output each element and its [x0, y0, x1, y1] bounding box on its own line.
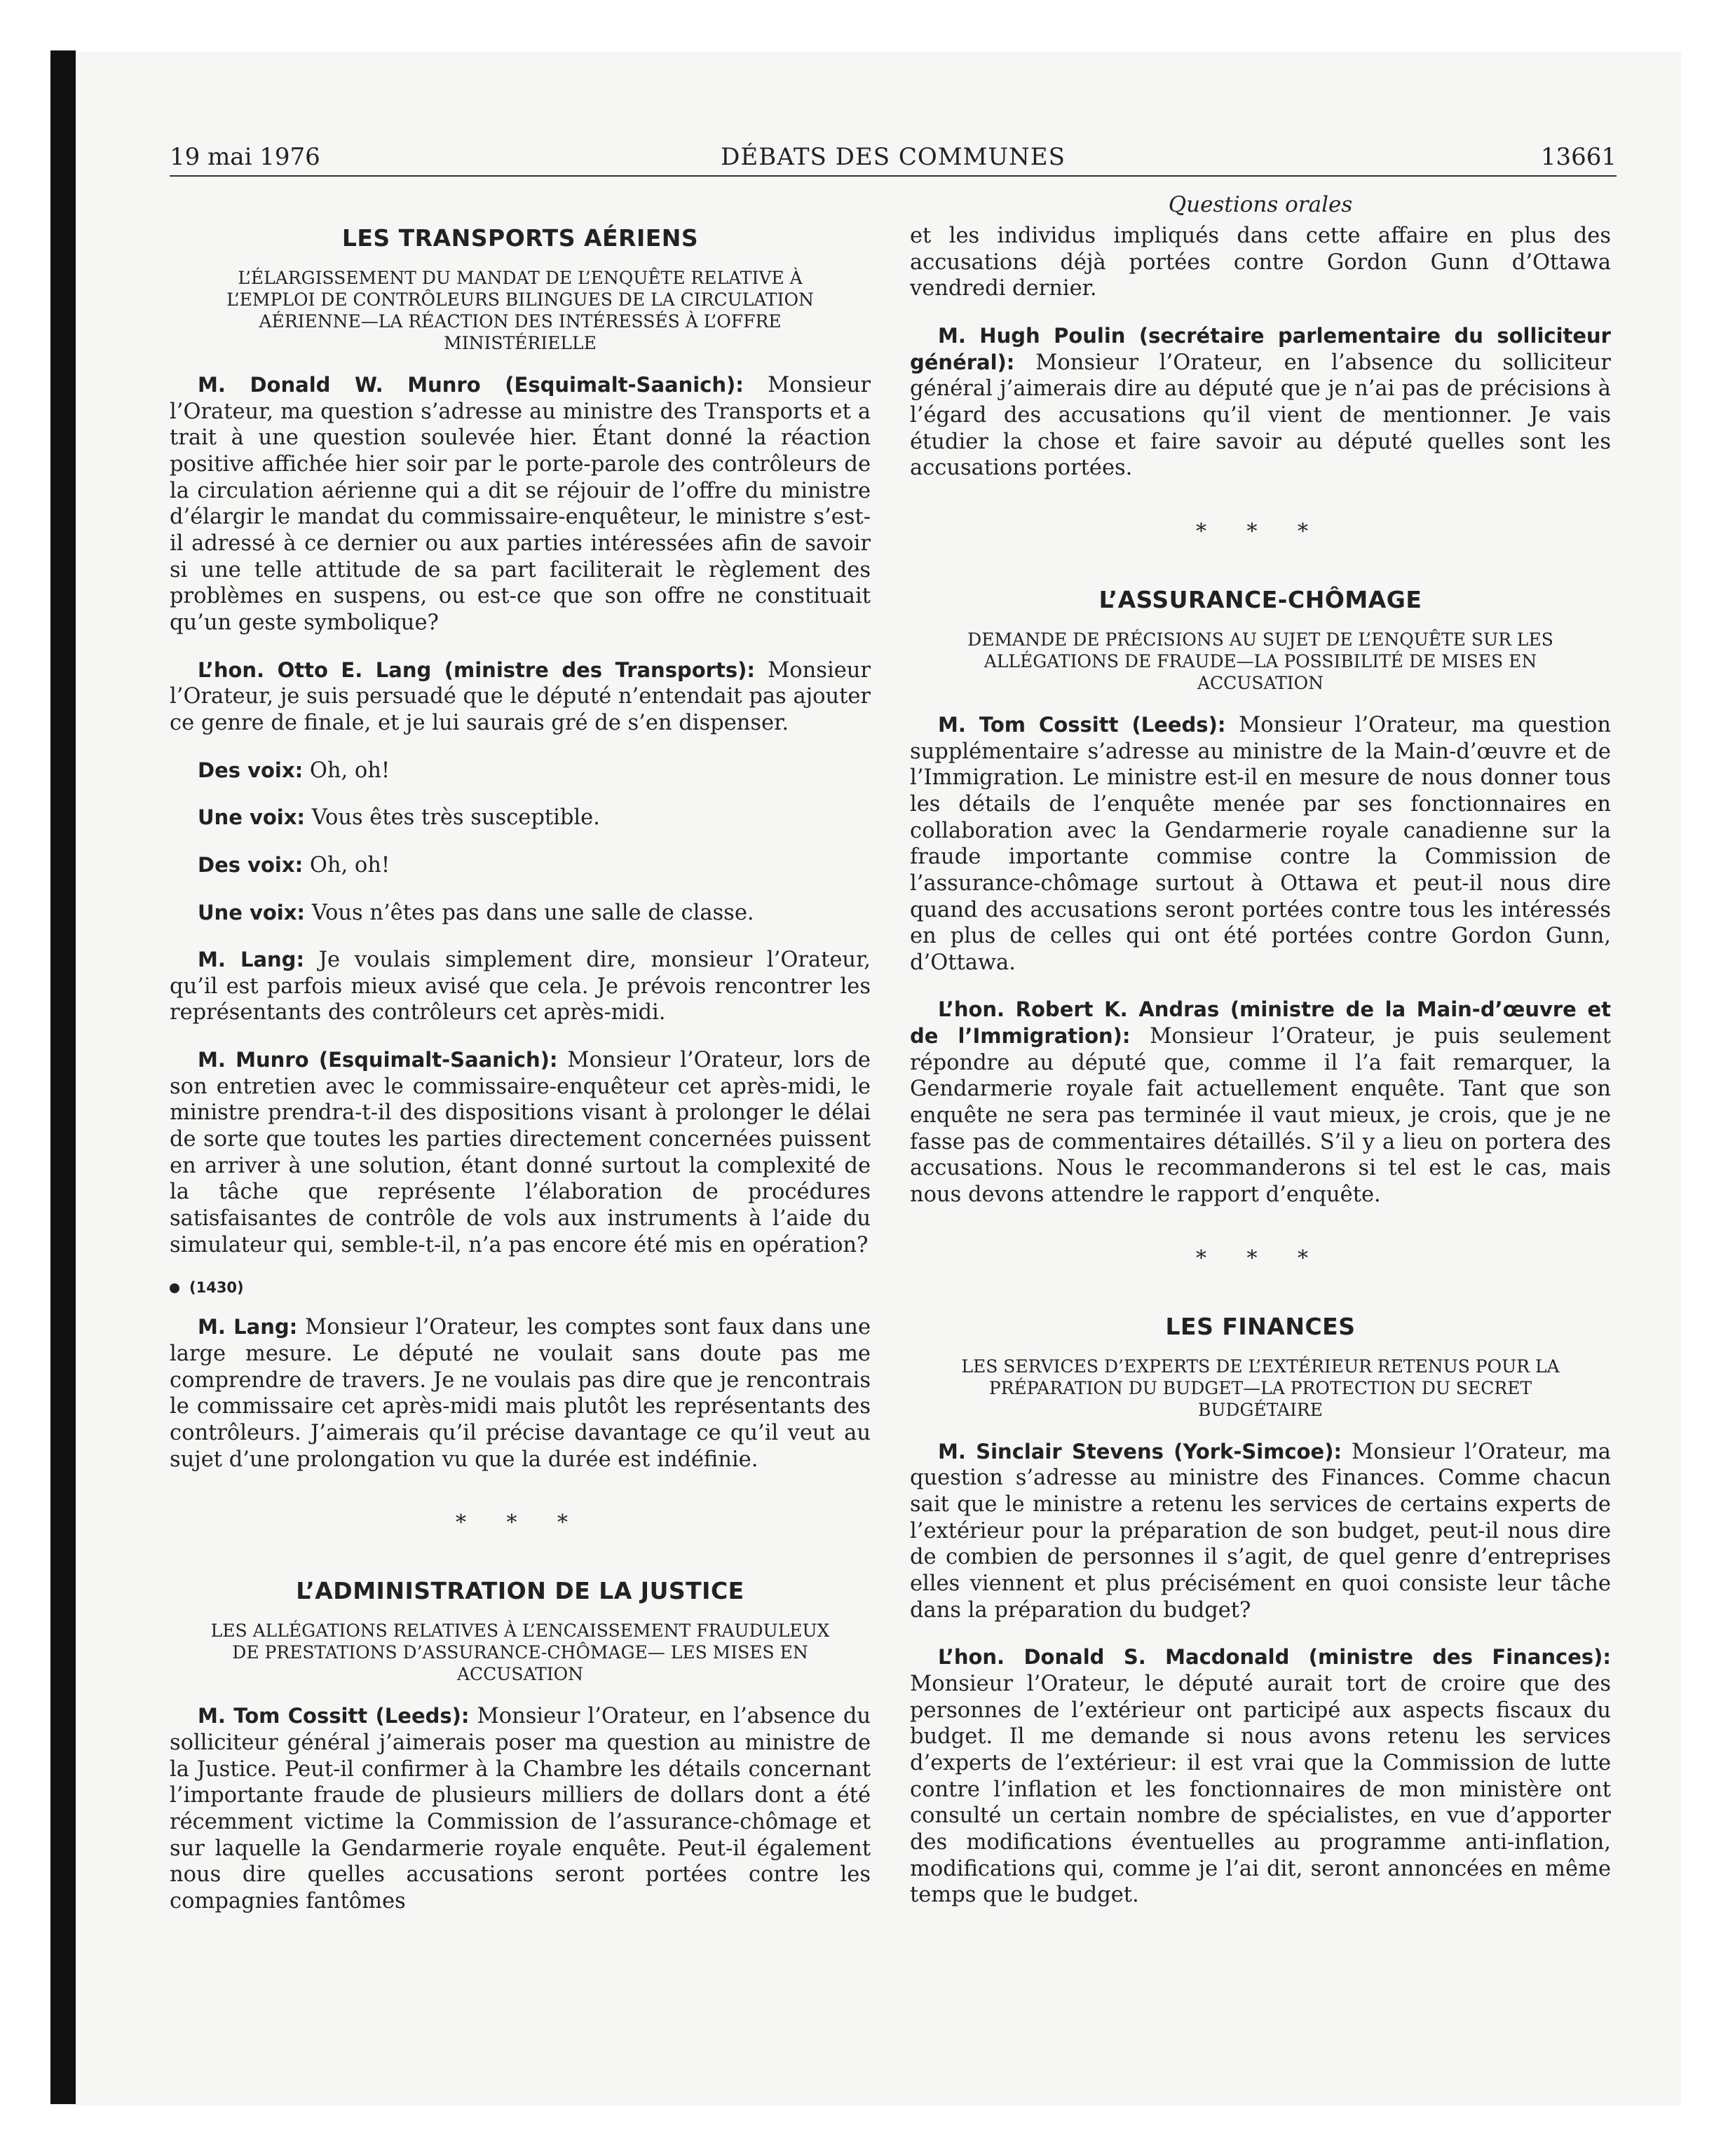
speaker: M. Sinclair Stevens (York-Simcoe): — [938, 1439, 1342, 1464]
speaker: M. Lang: — [198, 948, 305, 972]
bullet-icon — [170, 1283, 179, 1293]
section-separator: * * * — [455, 1510, 585, 1536]
speaker: Des voix: — [198, 852, 304, 877]
paragraph: M. Tom Cossitt (Leeds): Monsieur l’Orateur, ma question supplémentaire s’adresse au ministre de la Main-d’œuvre et de l’Immigration. Le ministre est-il en mesure de nous donner tous les détails de l’enquête menée par ses fonctionnaires en collaboration avec la Gendarmerie royale canadienne sur la fraude importante commise contre la Commission de l’assurance-chômage surtout à Ottawa et peut-il nous dire quand des accusations seront portées contre tous les intéressés en plus de celles qui ont été portées contre Gordon Gunn, d’Ottawa. — [910, 712, 1611, 975]
section-subtitle: LES SERVICES D’EXPERTS DE L’EXTÉRIEUR RETENUS POUR LA PRÉPARATION DU BUDGET—LA PROTECTION DU SECRET BUDGÉTAIRE — [961, 1356, 1560, 1420]
section-subtitle: LES ALLÉGATIONS RELATIVES À L’ENCAISSEMENT FRAUDULEUX DE PRESTATIONS D’ASSURANCE-CHÔMAGE— LES MISES EN ACCUSATION — [210, 1621, 830, 1685]
section-justice — [170, 1577, 871, 1914]
speaker: Une voix: — [198, 805, 306, 830]
paragraph: Des voix: Oh, oh! — [198, 852, 390, 878]
scan-edge — [50, 50, 76, 2104]
speaker: M. Lang: — [198, 1315, 298, 1339]
header-date: 19 mai 1976 — [170, 143, 320, 171]
section-subtitle: L’ÉLARGISSEMENT DU MANDAT DE L’ENQUÊTE RELATIVE À L’EMPLOI DE CONTRÔLEURS BILINGUES DE LA CIRCULATION AÉRIENNE—LA RÉACTION DES INTÉRESSÉS À L’OFFRE MINISTÉRIELLE — [226, 268, 814, 353]
section-transports — [170, 224, 871, 1473]
section-separator: * * * — [1195, 519, 1326, 544]
speaker: Des voix: — [198, 758, 304, 782]
paragraph: L’hon. Donald S. Macdonald (ministre des Finances): Monsieur l’Orateur, le député aurait tort de croire que des personnes de l’extérieur ont participé aux aspects fiscaux du budget. Il me demande si nous avons retenu les services d’experts de l’extérieur: il est vrai que la Commission de lutte contre l’inflation et les fonctionnaires de mon ministère ont consulté un certain nombre de spécialistes, en vue d’apporter des modifications éventuelles au programme anti-inflation, modifications qui, comme je l’ai dit, seront annoncées en même temps que le budget. — [910, 1645, 1611, 1908]
paragraph: L’hon. Robert K. Andras (ministre de la Main-d’œuvre et de l’Immigration): Monsieur l’Orateur, je puis seulement répondre au député que, comme il l’a fait remarquer, la Gendarmerie royale fait actuellement enquête. Tant que son enquête ne sera pas terminée il vaut mieux, je crois, que je ne fasse pas de commentaires détaillés. S’il y a lieu on portera des accusations. Nous le recommanderons si tel est le cas, mais nous devons attendre le rapport d’enquête. — [910, 997, 1611, 1208]
paragraph: Des voix: Oh, oh! — [198, 758, 390, 783]
section-assurance-chomage — [910, 586, 1611, 1208]
paragraph: M. Sinclair Stevens (York-Simcoe): Monsieur l’Orateur, ma question s’adresse au ministre des Finances. Comme chacun sait que le ministre a retenu les services de certains experts de l’extérieur pour la préparation de son budget, peut-il nous dire de combien de personnes il s’agit, de quel genre d’entreprises elles viennent et plus précisément en quoi consiste leur tâche dans la préparation du budget? — [910, 1439, 1611, 1623]
speaker: L’hon. Otto E. Lang (ministre des Transports): — [198, 657, 755, 682]
paragraph: M. Donald W. Munro (Esquimalt-Saanich): Monsieur l’Orateur, ma question s’adresse au ministre des Transports et a trait à une question soulevée hier. Étant donné la réaction positive affichée hier soir par le porte-parole des contrôleurs de la circulation aérienne qui a dit se réjouir de l’offre du ministre d’élargir le mandat du commissaire-enquêteur, le ministre s’est-il adressé à ce dernier ou aux parties intéressées afin de savoir si une telle attitude de sa part faciliterait le règlement des problèmes en suspens, ou est-ce que son offre ne constituait qu’un geste symbolique? — [170, 373, 871, 635]
speaker: Une voix: — [198, 900, 306, 925]
speaker: M. Donald W. Munro (Esquimalt-Saanich): — [198, 373, 744, 397]
section-title: LES FINANCES — [1165, 1312, 1356, 1340]
right-column — [910, 192, 1611, 2028]
paragraph: M. Tom Cossitt (Leeds): Monsieur l’Orateur, en l’absence du solliciteur général j’aimerais poser ma question au ministre de la Justice. Peut-il confirmer à la Chambre les détails concernant l’importante fraude de plusieurs milliers de dollars dont a été récemment victime la Commission de l’assurance-chômage et sur laquelle la Gendarmerie royale enquête. Peut-il également nous dire quelles accusations seront portées contre les compagnies fantômes — [170, 1704, 871, 1913]
paragraph: L’hon. Otto E. Lang (ministre des Transports): Monsieur l’Orateur, je suis persuadé que le député n’entendait pas ajouter ce genre de finale, et je lui saurais gré de s’en dispenser. — [170, 657, 871, 735]
header-page-number: 13661 — [1540, 143, 1617, 171]
paragraph: M. Munro (Esquimalt-Saanich): Monsieur l’Orateur, lors de son entretien avec le commissaire-enquêteur cet après-midi, le ministre prendra-t-il des dispositions visant à prolonger le délai de sorte que toutes les parties directement concernées puissent en arriver à une solution, étant donné surtout la complexité de la tâche que représente l’élaboration de procédures satisfaisantes de contrôle de vols aux instruments à l’aide du simulateur qui, semble-t-il, n’a pas encore été mis en opération? — [170, 1048, 871, 1257]
paragraph: et les individus impliqués dans cette affaire en plus des accusations déjà portées contre Gordon Gunn d’Ottawa vendredi dernier. — [910, 224, 1611, 301]
speaker: M. Tom Cossitt (Leeds): — [198, 1704, 470, 1728]
section-title: LES TRANSPORTS AÉRIENS — [341, 224, 699, 252]
paragraph: M. Lang: Je voulais simplement dire, monsieur l’Orateur, qu’il est parfois mieux avisé que cela. Je prévois rencontrer les représentants des contrôleurs cet après-midi. — [170, 948, 871, 1025]
speaker: L’hon. Robert K. Andras (ministre de la Main-d’œuvre et de l’Immigration): — [910, 997, 1611, 1049]
section-title: L’ADMINISTRATION DE LA JUSTICE — [296, 1577, 744, 1605]
speaker: L’hon. Donald S. Macdonald (ministre des Finances): — [938, 1645, 1611, 1670]
left-column — [170, 192, 871, 2028]
page-header — [170, 137, 1617, 177]
speaker: M. Tom Cossitt (Leeds): — [938, 712, 1226, 737]
paragraph: Une voix: Vous êtes très susceptible. — [198, 805, 600, 831]
speaker: M. Hugh Poulin (secrétaire parlementaire du solliciteur général): — [910, 323, 1611, 374]
paragraph: Une voix: Vous n’êtes pas dans une salle de classe. — [198, 900, 754, 925]
section-subtitle: DEMANDE DE PRÉCISIONS AU SUJET DE L’ENQUÊTE SUR LES ALLÉGATIONS DE FRAUDE—LA POSSIBILITÉ DE MISES EN ACCUSATION — [967, 629, 1553, 693]
section-separator: * * * — [1195, 1246, 1326, 1271]
running-head: Questions orales — [1168, 192, 1353, 217]
paragraph: M. Hugh Poulin (secrétaire parlementaire du solliciteur général): Monsieur l’Orateur, en l’absence du solliciteur général j’aimerais dire au député que je n’ai pas de précisions à l’égard des accusations qu’il vient de mentionner. Je vais étudier la chose et faire savoir au député quelles sont les accusations portées. — [910, 323, 1611, 481]
section-title: L’ASSURANCE-CHÔMAGE — [1098, 585, 1422, 613]
paragraph: M. Lang: Monsieur l’Orateur, les comptes sont faux dans une large mesure. Le député ne voulait sans doute pas me comprendre de travers. Je ne voulais pas dire que je rencontrais le commissaire cet après-midi mais plutôt les représentants des contrôleurs. J’aimerais qu’il précise davantage ce qu’il veut au sujet d’une prolongation vu que la durée est indéfinie. — [170, 1315, 871, 1472]
header-title: DÉBATS DES COMMUNES — [721, 143, 1066, 171]
section-finances — [910, 1313, 1611, 1909]
speaker: M. Munro (Esquimalt-Saanich): — [198, 1048, 558, 1072]
time-marker: (1430) — [170, 1279, 871, 1296]
